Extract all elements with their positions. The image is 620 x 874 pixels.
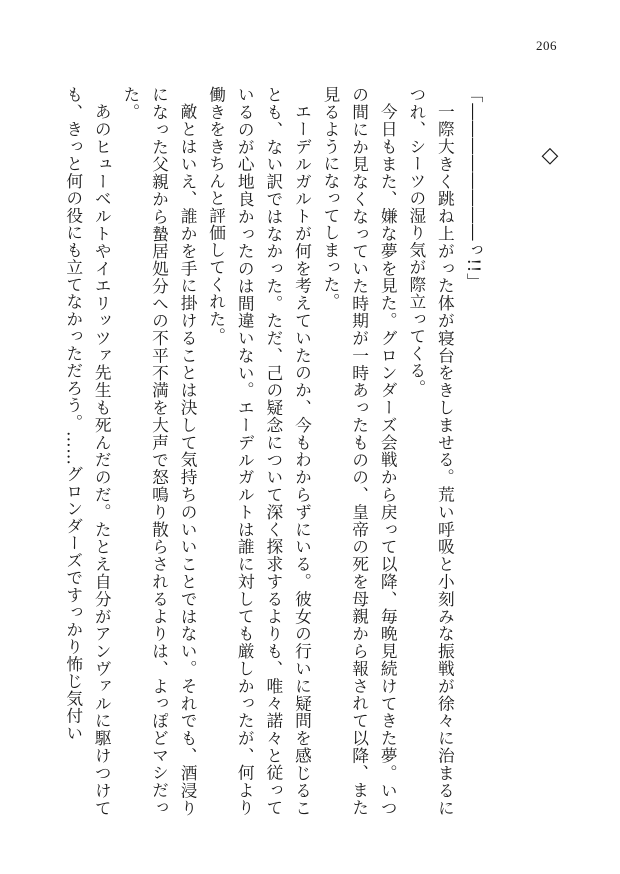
main-text	[63, 86, 488, 816]
page-number: 206	[536, 38, 557, 53]
paragraph: あのヒューベルトやイエリッツァ先生も死んだのだ。たとえ自分がアンヴァルに駆けつけても、きっと何の役にも立てなかっただろう。……グロンダーズですっかり怖じ気付い	[63, 86, 113, 816]
scene-break-diamond-icon: ◇	[541, 143, 559, 168]
paragraph: 敵とはいえ、誰かを手に掛けることは決して気持ちのいいことではない。それでも、酒浸りになった父親から蟄居処分への不平不満を大声で怒鳴り散らされるよりは、よっぽどマシだった。	[120, 86, 199, 816]
dialogue-line: 「――――――――っ!!」	[464, 86, 484, 291]
paragraph: 今日もまた、嫌な夢を見た。グロンダーズ会戦から戻って以降、毎晩見続けてきた夢。いつの間にか見なくなっていた時期が一時あったものの、皇帝の死を母親から報されて以降、また見るようになってしまった。	[321, 86, 399, 816]
paragraph: エーデルガルトが何を考えていたのか、今もわからずにいる。彼女の行いに疑問を感じることも、ない訳ではなかった。ただ、己の疑念について深く探求するよりも、唯々諾々と従っているのが心地良かったのは間違いない。エーデルガルトは誰に対しても厳しかったが、何より働きをきちんと評価してくれた。	[206, 86, 313, 816]
paragraph: 一際大きく跳ね上がった体が寝台をきしませる。荒い呼吸と小刻みな振戦が徐々に治まるにつれ、シーツの湿り気が際立ってくる。	[406, 86, 456, 816]
